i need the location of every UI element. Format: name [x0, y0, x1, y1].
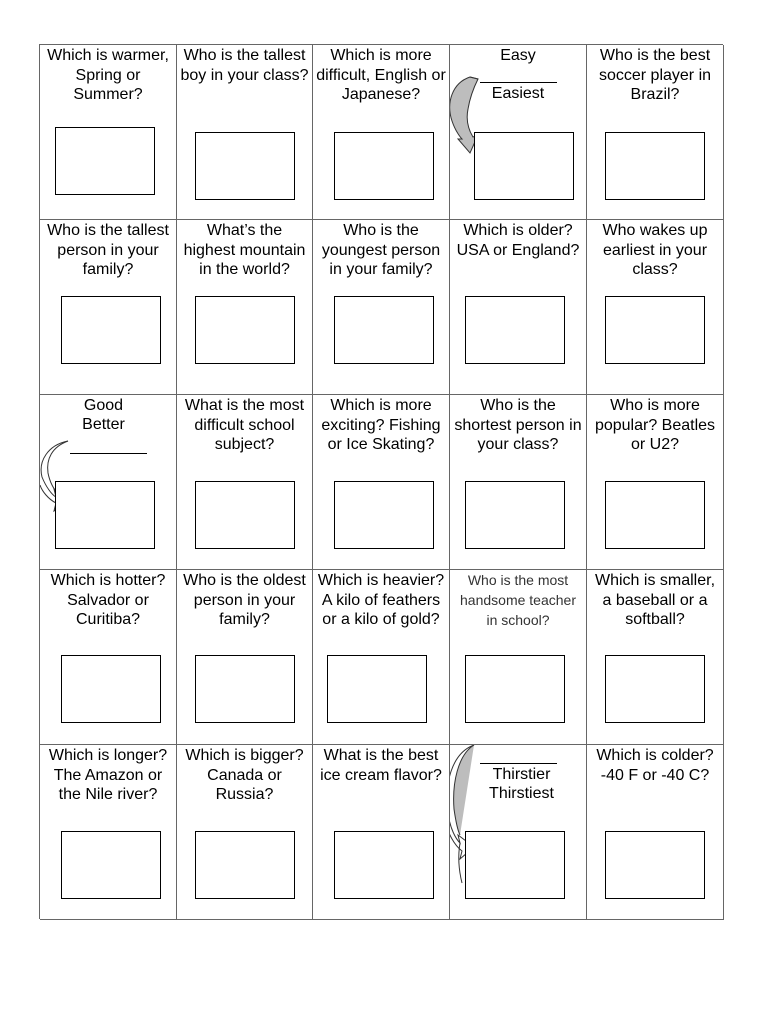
worksheet-cell: [450, 45, 587, 220]
worksheet-cell: [450, 570, 587, 745]
answer-box[interactable]: [605, 655, 705, 723]
question-text: Who is the shortest person in your class?: [454, 397, 582, 453]
answer-box[interactable]: [61, 655, 161, 723]
question-text: What is the best ice cream flavor?: [320, 747, 442, 784]
worksheet-cell: [587, 395, 724, 570]
answer-box[interactable]: [55, 481, 155, 549]
worksheet-cell: [587, 220, 724, 395]
answer-box[interactable]: [605, 481, 705, 549]
worksheet-cell: [40, 395, 177, 570]
answer-box[interactable]: [195, 132, 295, 200]
question-text: What is the most difficult school subject?: [184, 397, 305, 453]
worksheet-cell: [450, 395, 587, 570]
worksheet-cell: [177, 45, 313, 220]
worksheet-cell: [40, 220, 177, 395]
answer-box[interactable]: [195, 296, 295, 364]
question-text: Who is the most handsome teacher in school?: [460, 572, 576, 628]
question-text: Which is heavier? A kilo of feathers or a kilo of gold?: [317, 572, 445, 628]
worksheet-grid: [39, 44, 723, 919]
worksheet-cell: [587, 45, 724, 220]
worksheet-cell: [313, 570, 450, 745]
question-text: Which is warmer, Spring or Summer?: [47, 47, 169, 103]
worksheet-cell: [40, 745, 177, 920]
answer-box[interactable]: [334, 481, 434, 549]
fill-in-blank[interactable]: [480, 82, 557, 83]
worksheet-cell: [450, 745, 587, 920]
answer-box[interactable]: [465, 481, 565, 549]
question-text: Who is the oldest person in your family?: [183, 572, 306, 628]
comparative-word-bottom: Thirstiest: [489, 785, 554, 802]
question-text: What’s the highest mountain in the world?: [183, 222, 306, 278]
comparative-word-top: Thirstier: [492, 766, 551, 783]
question-text: Who is the youngest person in your family?: [321, 222, 441, 278]
question-text: Which is hotter? Salvador or Curitiba?: [50, 572, 166, 628]
comparative-word-bottom: Better: [82, 416, 125, 433]
worksheet-cell: [40, 45, 177, 220]
worksheet-cell: [177, 220, 313, 395]
answer-box[interactable]: [465, 655, 565, 723]
answer-box[interactable]: [605, 296, 705, 364]
question-text: Which is older? USA or England?: [456, 222, 580, 259]
question-text: Who is the tallest person in your family?: [47, 222, 169, 278]
question-text: Which is more exciting? Fishing or Ice Skating?: [321, 397, 441, 453]
answer-box[interactable]: [474, 132, 574, 200]
answer-box[interactable]: [465, 831, 565, 899]
fill-in-blank[interactable]: [70, 453, 147, 454]
answer-box[interactable]: [327, 655, 427, 723]
question-text: Which is bigger? Canada or Russia?: [185, 747, 304, 803]
question-text: Who is the best soccer player in Brazil?: [598, 47, 712, 103]
answer-box[interactable]: [334, 831, 434, 899]
answer-box[interactable]: [195, 481, 295, 549]
worksheet-cell: [450, 220, 587, 395]
answer-box[interactable]: [605, 132, 705, 200]
worksheet-cell: [587, 570, 724, 745]
question-text: Which is more difficult, English or Japanese?: [316, 47, 446, 103]
comparative-word-bottom: Easiest: [491, 85, 545, 102]
worksheet-cell: [313, 45, 450, 220]
comparative-word-top: Easy: [500, 47, 536, 64]
question-text: Who wakes up earliest in your class?: [602, 222, 708, 278]
question-text: Who is the tallest boy in your class?: [180, 47, 309, 84]
answer-box[interactable]: [195, 831, 295, 899]
question-text: Which is colder? -40 F or -40 C?: [596, 747, 714, 784]
worksheet-cell: [40, 570, 177, 745]
answer-box[interactable]: [55, 127, 155, 195]
worksheet-cell: [177, 570, 313, 745]
answer-box[interactable]: [605, 831, 705, 899]
answer-box[interactable]: [334, 132, 434, 200]
answer-box[interactable]: [195, 655, 295, 723]
fill-in-blank[interactable]: [480, 763, 557, 764]
answer-box[interactable]: [61, 296, 161, 364]
question-text: Which is smaller, a baseball or a softball?: [594, 572, 716, 628]
answer-box[interactable]: [61, 831, 161, 899]
worksheet-cell: [313, 745, 450, 920]
comparative-word-top: Good: [83, 397, 124, 414]
question-text: Who is more popular? Beatles or U2?: [594, 397, 716, 453]
worksheet-cell: [177, 745, 313, 920]
question-text: Which is longer? The Amazon or the Nile river?: [48, 747, 168, 803]
worksheet-cell: [177, 395, 313, 570]
worksheet-cell: [313, 220, 450, 395]
worksheet-cell: [587, 745, 724, 920]
answer-box[interactable]: [465, 296, 565, 364]
answer-box[interactable]: [334, 296, 434, 364]
worksheet-cell: [313, 395, 450, 570]
